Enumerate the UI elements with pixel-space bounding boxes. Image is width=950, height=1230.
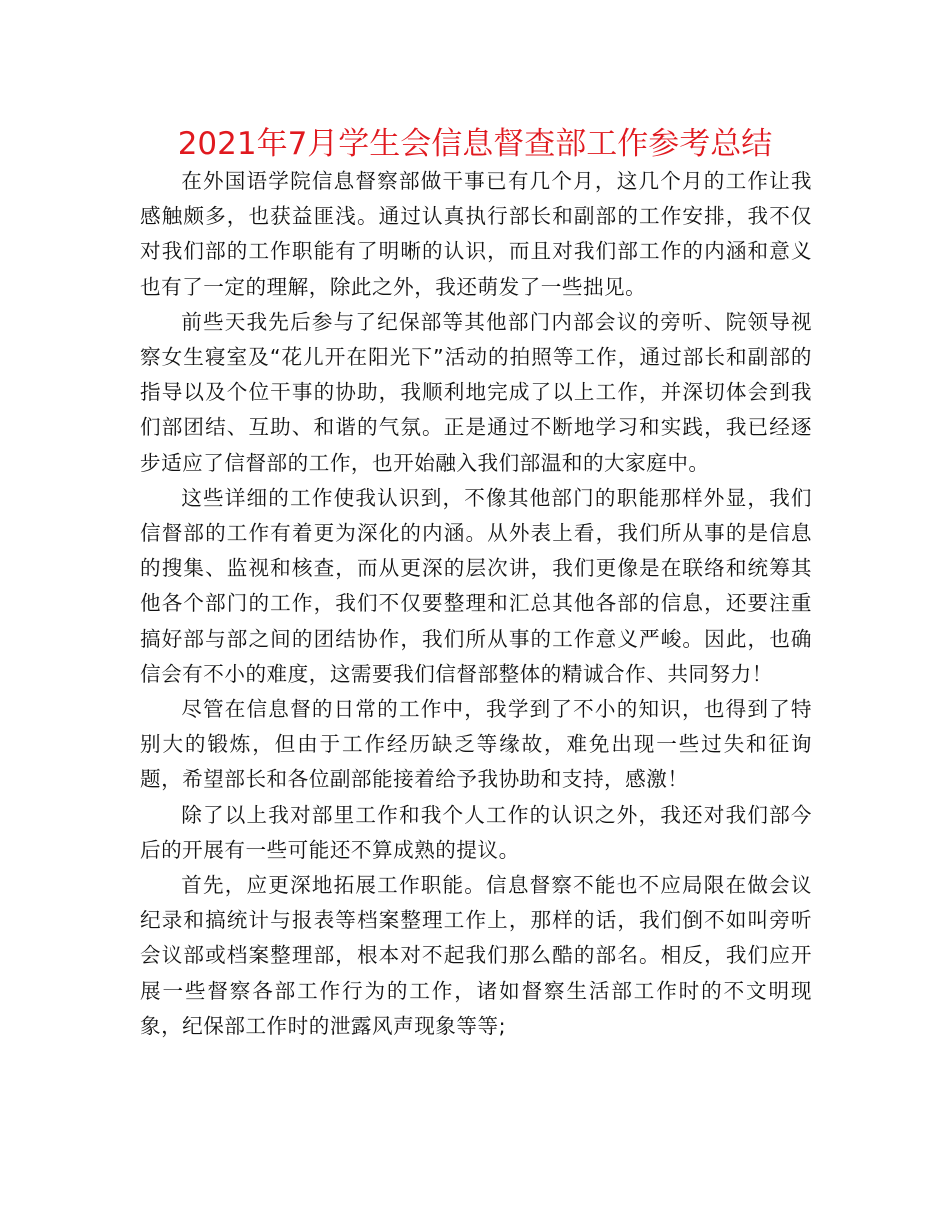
paragraph-5: 除了以上我对部里工作和我个人工作的认识之外，我还对我们部今后的开展有一些可能还不算成熟的提议。: [140, 802, 812, 862]
paragraph-1: 在外国语学院信息督察部做干事已有几个月，这几个月的工作让我感触颇多，也获益匪浅。通过认真执行部长和副部的工作安排，我不仅对我们部的工作职能有了明晰的认识，而且对我们部工作的内涵和意义也有了一定的理解，除此之外，我还萌发了一些拙见。: [140, 169, 812, 299]
page-title: 2021年7月学生会信息督查部工作参考总结: [177, 126, 773, 162]
paragraph-6: 首先，应更深地拓展工作职能。信息督察不能也不应局限在做会议纪录和搞统计与报表等档案整理工作上，那样的话，我们倒不如叫旁听会议部或档案整理部，根本对不起我们那么酷的部名。相反，我们应开展一些督察各部工作行为的工作，诸如督察生活部工作时的不文明现象，纪保部工作时的泄露风声现象等等;: [140, 873, 812, 1038]
document-body: [140, 164, 812, 1044]
paragraph-2: 前些天我先后参与了纪保部等其他部门内部会议的旁听、院领导视察女生寝室及“花儿开在阳光下”活动的拍照等工作，通过部长和副部的指导以及个位干事的协助，我顺利地完成了以上工作，并深切体会到我们部团结、互助、和谐的气氛。正是通过不断地学习和实践，我已经逐步适应了信督部的工作，也开始融入我们部温和的大家庭中。: [140, 309, 812, 475]
paragraph-4: 尽管在信息督的日常的工作中，我学到了不小的知识，也得到了特别大的锻炼，但由于工作经历缺乏等缘故，难免出现一些过失和征询题，希望部长和各位副部能接着给予我协助和支持，感激！: [140, 697, 812, 792]
paragraph-3: 这些详细的工作使我认识到，不像其他部门的职能那样外显，我们信督部的工作有着更为深化的内涵。从外表上看，我们所从事的是信息的搜集、监视和核查，而从更深的层次讲，我们更像是在联络和统筹其他各个部门的工作，我们不仅要整理和汇总其他各部的信息，还要注重搞好部与部之间的团结协作，我们所从事的工作意义严峻。因此，也确信会有不小的难度，这需要我们信督部整体的精诚合作、共同努力！: [140, 485, 812, 686]
